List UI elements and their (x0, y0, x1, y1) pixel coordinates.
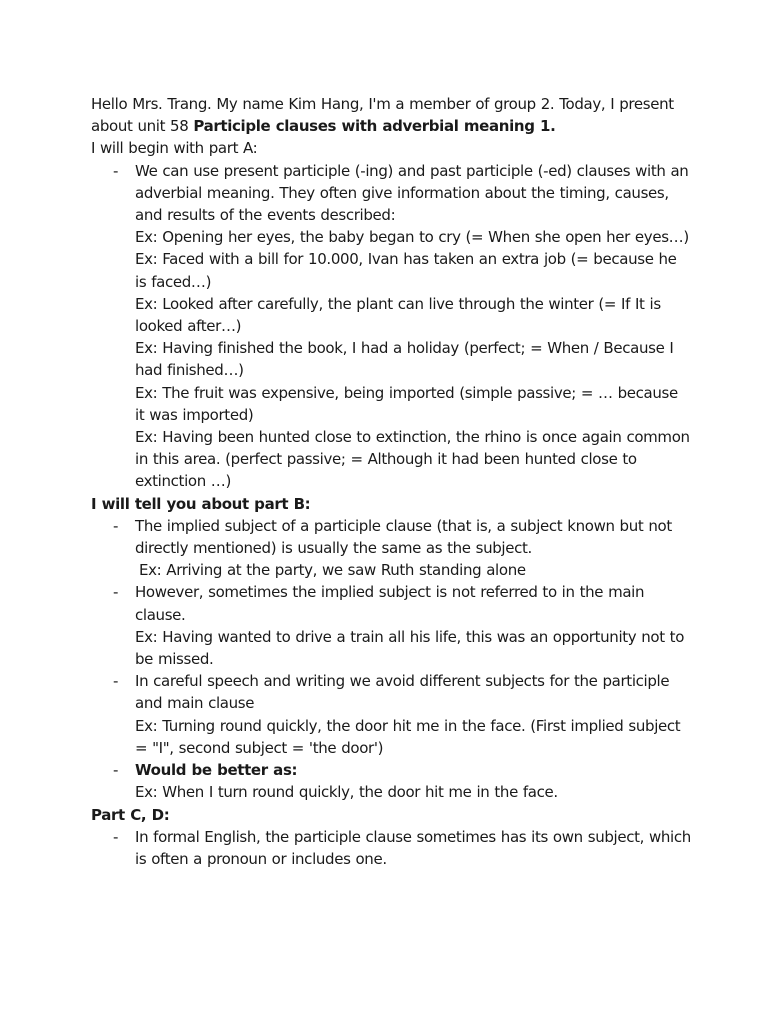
part-cd-heading (91, 804, 691, 826)
bullet-text: The implied subject of a participle clause (that is, a subject known but not directly mentioned) is usually the same as the subject. (135, 516, 672, 558)
unit-title: Participle clauses with adverbial meaning 1. (193, 117, 556, 136)
bullet-dash: - (113, 161, 119, 180)
bullet-text: In formal English, the participle clause sometimes has its own subject, which is often a pronoun or includes one. (135, 827, 691, 868)
bullet-dash: - (113, 761, 119, 780)
part-b-heading-text: I will tell you about part B: (91, 494, 311, 513)
part-b-bullet (91, 670, 691, 759)
part-b-heading (91, 493, 691, 515)
example-line: Ex: Having been hunted close to extinction, the rhino is once again common in this area. (perfect passive; = Although it had been hunted close to extinction …) (135, 428, 690, 491)
part-a-heading: I will begin with part A: (91, 139, 258, 158)
bullet-dash: - (113, 672, 119, 691)
example-line: Ex: Turning round quickly, the door hit me in the face. (First implied subject = "I", second subject = 'the door') (135, 716, 681, 757)
part-b-bullet (91, 759, 691, 803)
bullet-dash: - (113, 827, 119, 846)
example-line: Ex: The fruit was expensive, being imported (simple passive; = … because it was imported) (135, 383, 678, 424)
intro-paragraph (91, 93, 691, 137)
example-line: Ex: Arriving at the party, we saw Ruth standing alone (139, 561, 526, 580)
bullet-text: We can use present participle (-ing) and past participle (-ed) clauses with an adverbial meaning. They often give information about the timing, causes, and results of the events described: (135, 161, 689, 225)
bullet-text: In careful speech and writing we avoid different subjects for the participle and main clause (135, 672, 670, 713)
bullet-text (135, 759, 691, 781)
part-b-bullet (91, 515, 691, 582)
bullet-text: However, sometimes the implied subject is not referred to in the main clause. (135, 583, 645, 624)
bullet-dash: - (113, 583, 119, 602)
bullet-bold-text: Would be better as: (135, 761, 298, 780)
example-line: Ex: Looked after carefully, the plant can live through the winter (= If It is looked after…) (135, 294, 661, 336)
document-page (91, 93, 691, 870)
part-a-bullet (91, 160, 691, 493)
part-cd-heading-text: Part C, D: (91, 805, 170, 824)
example-line: Ex: Opening her eyes, the baby began to cry (= When she open her eyes…) (135, 228, 689, 247)
bullet-dash: - (113, 516, 119, 535)
example-line: Ex: When I turn round quickly, the door hit me in the face. (135, 783, 558, 802)
intro-text: Hello Mrs. Trang. My name Kim Hang, I'm a member of group 2. Today, I present about unit 58 (91, 95, 674, 136)
example-line: Ex: Faced with a bill for 10.000, Ivan has taken an extra job (= because he is faced…) (135, 250, 677, 291)
part-b-bullet (91, 581, 691, 670)
part-cd-bullet (91, 826, 691, 870)
example-line: Ex: Having wanted to drive a train all his life, this was an opportunity not to be missed. (135, 627, 685, 669)
example-line: Ex: Having finished the book, I had a holiday (perfect; = When / Because I had finished…) (135, 339, 674, 380)
